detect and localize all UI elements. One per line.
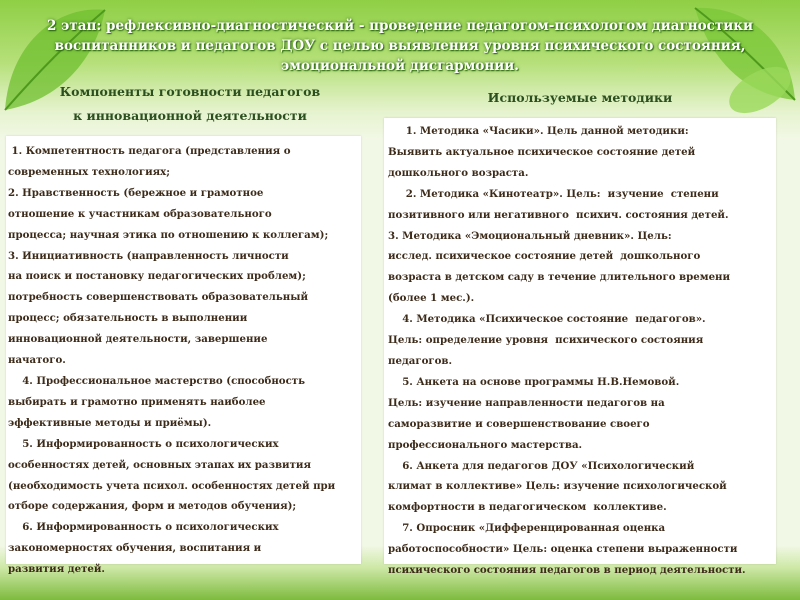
left-heading-line2: к инновационной деятельности — [73, 108, 307, 123]
left-heading-line1: Компоненты готовности педагогов — [59, 84, 321, 99]
right-panel — [384, 118, 776, 577]
components-list: 1. Компетентность педагога (представления о современных технологиях; 2. Нравственность (бережное и грамотное отношение к участникам образовательного процесса; научная этика по отношению к коллегам); 3. Инициативность (направленность личности на поиск и постановку педагогических проблем); потребность совершенствовать образовательный процесс; обязательность в выполнении инновационной деятельности, завершение начатого. 4. Профессиональное мастерство (способность выбирать и грамотно применять наиболее эффективные методы и приёмы). 5. Информированность о психологических особенностях детей, основных этапах их развития (необходимость учета психол. особенностях детей при отборе содержания, форм и методов обучения); 6. Информированность о психологических закономерностях обучения, воспитания и развития детей. — [8, 145, 336, 576]
left-column-heading — [40, 80, 340, 128]
left-panel — [6, 136, 361, 576]
methods-list: 1. Методика «Часики». Цель данной методики: Выявить актуальное психическое состояние детей дошкольного возраста. 2. Методика «Кинотеатр». Цель: изучение степени позитивного или негативного психич. состояния детей. 3. Методика «Эмоциональный дневник». Цель: исслед. психическое состояние детей дошкольного возраста в детском саду в течение длительного времени (более 1 мес.). 4. Методика «Психическое состояние педагогов». Цель: определение уровня психического состояния педагогов. 5. Анкета на основе программы Н.В.Немовой. Цель: изучение направленности педагогов на саморазвитие и совершенствование своего профессионального мастерства. 6. Анкета для педагогов ДОУ «Психологический климат в коллективе» Цель: изучение психологической комфортности в педагогическом коллективе. 7. Опросник «Дифференцированная оценка работоспособности» Цель: оценка степени выраженности психического состояния педагогов в период деятельности. — [388, 125, 746, 577]
right-column-heading: Используемые методики — [487, 90, 673, 105]
slide-title: 2 этап: рефлексивно-диагностический - проведение педагогом-психологом диагностики воспитанников и педагогов ДОУ с целью выявления уровня психического состояния, эмоциональной дисгармонии. — [47, 18, 753, 74]
